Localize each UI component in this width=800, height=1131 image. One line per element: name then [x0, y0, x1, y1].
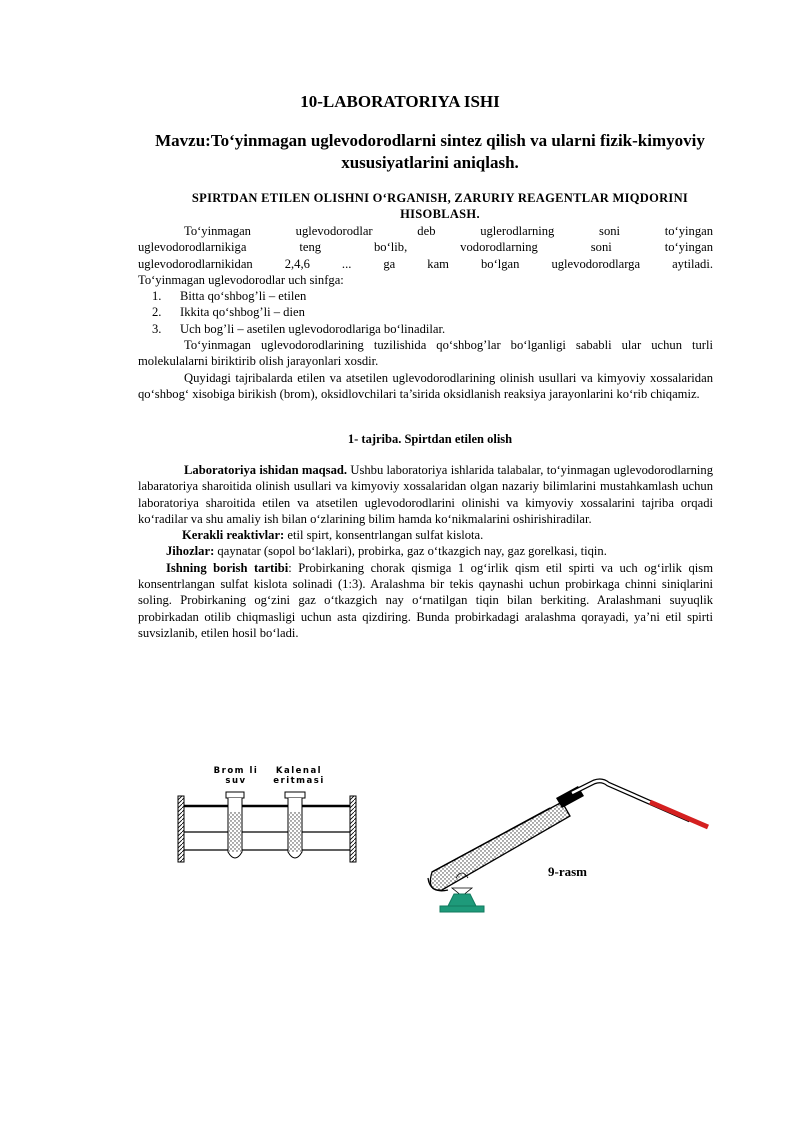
label-line: eritmasi [273, 776, 325, 786]
list-item [138, 304, 713, 320]
list-item [138, 321, 713, 337]
apparatus-drawing [170, 760, 730, 920]
list-number: 2. [152, 305, 162, 320]
list-text: Uch bog’li – asetilen uglevodorodlariga bo‘linadilar. [180, 321, 446, 336]
reagents-paragraph [138, 527, 713, 543]
apparatus-figure [170, 760, 730, 920]
experiment-body [138, 462, 713, 641]
aim-label: Laboratoriya ishidan maqsad. [184, 463, 348, 477]
equipment-text: qaynatar (sopol bo‘laklari), probirka, gaz o‘tkazgich nay, gaz gorelkasi, tiqin. [214, 544, 607, 559]
procedure-text: : Probirkaning chorak qismiga 1 og‘irlik qism etil spirti va uch og‘irlik qism konsentrlangan sulfat kislota solinadi (1:3). Aralashma bir tekis qaynashi uchun probirkaga chinni siniqlarini soling. Probirkaning og‘zini gaz o‘tkazgich nay o‘rnatilgan tiqin bilan berkiting. Aralashmani suyuqlik probirkadan otilib chiqmasligi uchun asta qizdiring. Bunda probirkadagi aralashma qorayadi, ya’ni etil spirti suvsizlanib, etilen hosil bo‘ladi. [138, 560, 713, 640]
experiment-heading: 1- tajriba. Spirtdan etilen olish [347, 432, 513, 446]
label-line: Kalenal [275, 766, 323, 776]
lab-topic: Mavzu:To‘yinmagan uglevodorodlarni sintez qilish va ularni fizik-kimyoviy xususiyatlarini aniqlash. [155, 131, 705, 172]
reagents-text: etil spirt, konsentrlangan sulfat kislota. [284, 528, 484, 543]
list-number: 1. [152, 289, 162, 304]
section-heading: SPIRTDAN ETILEN OLISHNI O‘RGANISH, ZARURIY REAGENTLAR MIQDORINI HISOBLASH. [191, 191, 689, 221]
intro-line: To‘yinmagan uglevodorodlar deb uglerodlarning soni to‘yingan [184, 224, 713, 238]
classes-list [138, 288, 713, 337]
procedure-label: Ishning borish tartibi [166, 560, 289, 575]
bonds-paragraph: To‘yinmagan uglevodorodlarining tuzilishida qo‘shbog’lar bo‘lganligi sababli ular uchun turli molekulalarni biriktirib olish jarayonlari xosdir. [138, 338, 713, 369]
list-item [138, 288, 713, 304]
figure-caption: 9-rasm [548, 864, 587, 879]
gas-outlet-tube [572, 781, 708, 827]
tube-end [650, 802, 708, 827]
aim-paragraph [138, 462, 713, 527]
intro-paragraph [138, 223, 713, 402]
solution-tube [285, 792, 305, 858]
equipment-label: Jihozlar: [166, 544, 215, 559]
procedure-paragraph [138, 560, 713, 641]
list-text: Bitta qo‘shbog’li – etilen [180, 289, 307, 304]
label-line: suv [225, 776, 247, 786]
bromine-water-tube [226, 792, 244, 858]
aim-text: Ushbu laboratoriya ishlarida talabalar, to‘yinmagan uglevodorodlarning labaratoriya sharoitida olinish usullari va kimyoviy xossalaridan olgan nazariy bilimlarini mustahkamlash uchun laboratoriya sharoitida etilen va atsetilen uglevodorodlarini olinishi va kimyoviy xossalarini tajriba orqadi ko‘radilar va shu amaliy ish bilan o‘zlarining bilim hamda ko‘nikmalarini oshirishiradilar. [138, 463, 713, 526]
intro-line: uglevodorodlarnikiga teng bo‘lib, vodorodlarning soni to‘yingan [138, 240, 713, 255]
experiments-paragraph: Quyidagi tajribalarda etilen va atsetilen uglevodorodlarining olinish usullari va kimyoviy xossalaridan qo‘shbog‘ xisobiga birikish (brom), oksidlovchilari ta’sirida oksidlanish reaksiya jarayonlarini ko‘rib chiqamiz. [138, 370, 713, 401]
test-tube-rack [178, 796, 356, 862]
equipment-paragraph [138, 543, 713, 559]
lab-title: 10-LABORATORIYA ISHI [300, 92, 500, 111]
intro-line: To‘yinmagan uglevodorodlar uch sinfga: [138, 272, 344, 287]
list-text: Ikkita qo‘shbog’li – dien [180, 305, 305, 320]
label-line: Brom li [213, 766, 259, 776]
intro-line: uglevodorodlarnikidan 2,4,6 ... ga kam bo‘lgan uglevodorodlarga aytiladi. [138, 256, 713, 271]
list-number: 3. [152, 321, 162, 336]
reagents-label: Kerakli reaktivlar: [182, 528, 285, 543]
